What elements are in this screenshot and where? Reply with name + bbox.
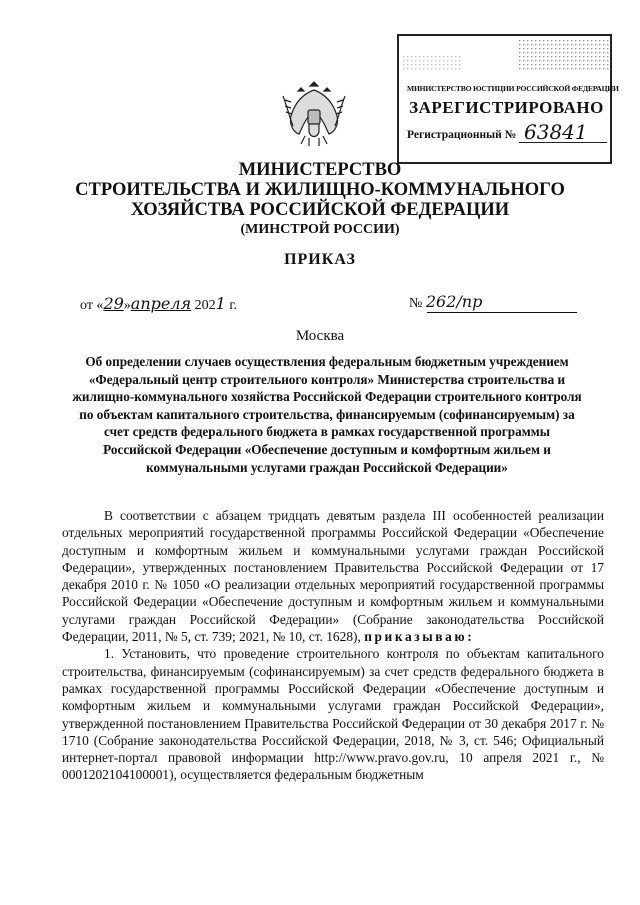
order-date-year-hand: 1 (215, 294, 226, 313)
city-name: Москва (295, 328, 345, 344)
registration-stamp (397, 34, 619, 164)
order-date (80, 294, 237, 314)
ministry-line-3: ХОЗЯЙСТВА РОССИЙСКОЙ ФЕДЕРАЦИИ (130, 200, 510, 220)
ministry-line-2: СТРОИТЕЛЬСТВА И ЖИЛИЩНО-КОММУНАЛЬНОГО (75, 180, 565, 200)
body-paragraph-2: 1. Установить, что проведение строительного контроля по объектам капитального строительства, финансируемым (софинансируемым) за счет средств федерального бюджета в рамках государственной программы Российской Федерации «Обеспечение доступным и комфортным жильем и коммунальными услугами граждан Российской Федерации», утвержденной постановлением Правительства Российской Федерации от 30 декабря 2017 г. № 1710 (Собрание законодательства Российской Федерации, 2018, № 3, ст. 546; Официальный интернет-портал правовой информации http://www.pravo.gov.ru, 10 апреля 2021 г., № 0001202104100001), осуществляется федеральным бюджетным (62, 646, 604, 783)
stamp-reg-number-label: Регистрационный № (407, 129, 517, 141)
document-type-title: ПРИКАЗ (284, 251, 356, 268)
ministry-short-name: (МИНСТРОЙ РОССИИ) (240, 222, 400, 237)
order-subject: Об определении случаев осуществления федеральным бюджетным учреждением «Федеральный центр строительного контроля» Министерства строительства и жилищно-коммунального хозяйства Российской Федерации строительного контроля по объектам капитального строительства, финансируемым (софинансируемым) за счет средств федерального бюджета в рамках государственной программы Российской Федерации «Обеспечение доступным и комфортным жильем и коммунальными услугами граждан Российской Федерации» (72, 354, 582, 475)
stamp-ministry-name: МИНИСТЕРСТВО ЮСТИЦИИ РОССИЙСКОЙ ФЕДЕРАЦИИ (407, 84, 619, 93)
ministry-line-1: МИНИСТЕРСТВО (238, 160, 402, 180)
order-date-mid: » (123, 298, 131, 313)
order-body (62, 507, 604, 784)
order-date-prefix: от « (80, 298, 104, 313)
stamp-reg-number: 63841 (524, 120, 588, 144)
order-date-suffix: г. (225, 298, 237, 313)
stamp-number-underline (519, 142, 607, 143)
stamp-registered-title: ЗАРЕГИСТРИРОВАНО (409, 98, 604, 117)
order-number-value: 262/пр (425, 292, 483, 311)
coat-of-arms-emblem (279, 76, 349, 148)
order-number-prefix: № (409, 296, 423, 311)
order-word: приказываю: (364, 629, 475, 645)
body-paragraph-1 (62, 507, 604, 645)
order-date-day: 29 (103, 294, 124, 313)
order-date-year: 202 (191, 298, 216, 313)
stamp-dither-pattern (399, 36, 614, 76)
ministry-header (0, 160, 640, 220)
body-paragraph-1-text: В соответствии с абзацем тридцать девятым раздела III особенностей реализации отдельных мероприятий государственной программы Российской Федерации «Обеспечение доступным и комфортным жильем и коммунальными услугами граждан Российской Федерации», утвержденных постановлением Правительства Российской Федерации от 17 декабря 2010 г. № 1050 «О реализации отдельных мероприятий государственной программы Российской Федерации «Обеспечение доступным и комфортным жильем и коммунальными услугами граждан Российской Федерации» (Собрание законодательства Российской Федерации, 2011, № 5, ст. 739; 2021, № 10, ст. 1628), (62, 508, 604, 645)
order-number-underline (427, 312, 577, 313)
order-number (409, 292, 482, 312)
order-date-month: апреля (130, 294, 192, 313)
